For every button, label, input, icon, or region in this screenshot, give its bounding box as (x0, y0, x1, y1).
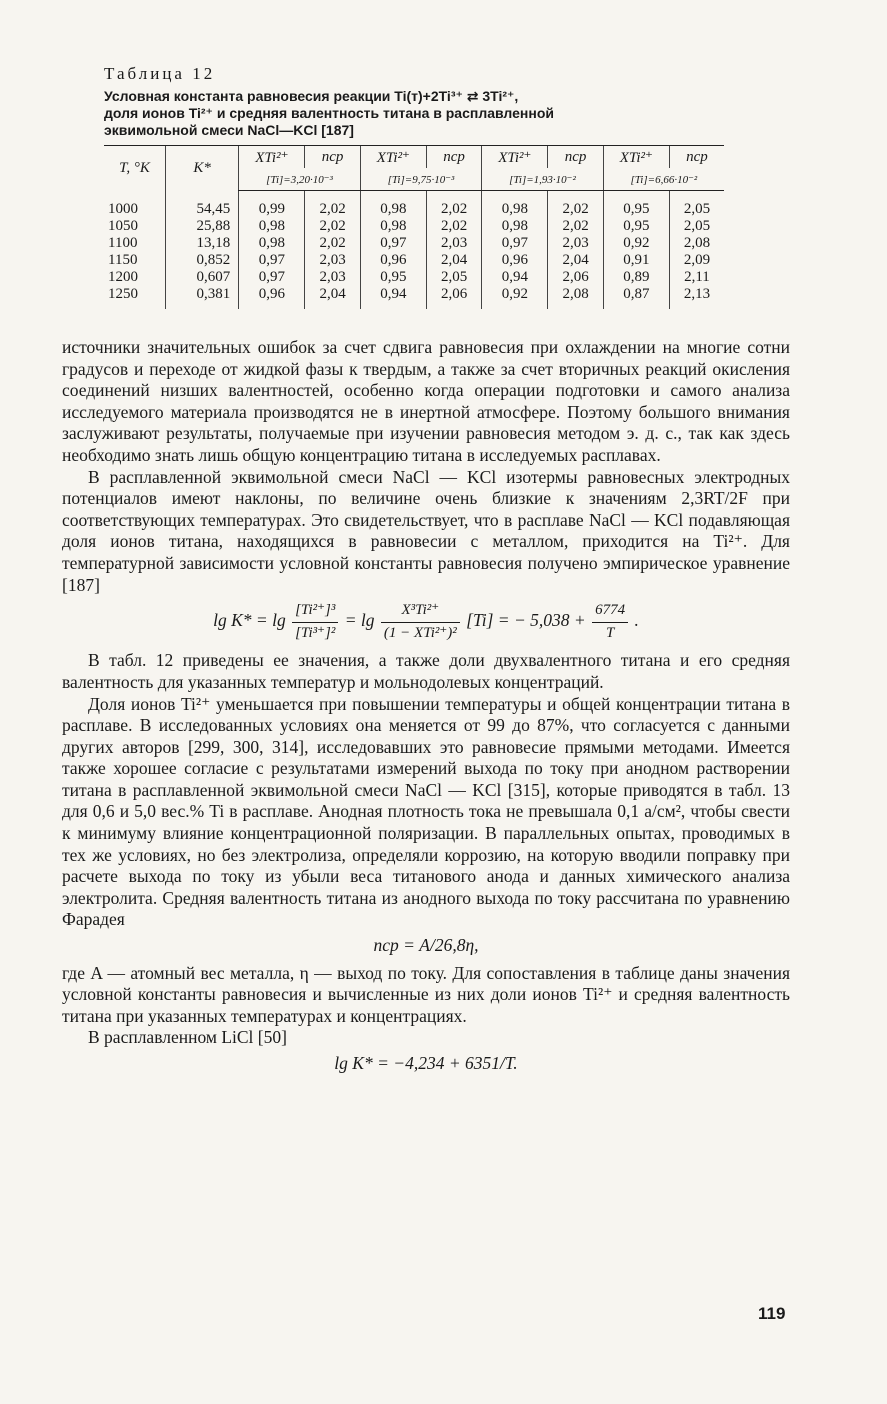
table-cell: 0,852 (165, 252, 238, 269)
page-number: 119 (758, 1304, 786, 1323)
table-cell: 0,96 (482, 252, 548, 269)
eq-fraction-1 (292, 600, 338, 644)
table-cell: 1000 (108, 200, 138, 217)
header-temperature: T, °K (104, 146, 165, 191)
paragraph-1: источники значительных ошибок за счет сдвига равновесия при охлаждении на многие сотни градусов и переходе от жидкой фазы к твердым, а также за счет вторичных реакций окисления соединений низших валентностей, особенно когда операции подготовки и самого анализа исследуемого материала производятся не в инертной атмосфере. Поэтому большого внимания заслуживают результаты, получаемые при изучении равновесия методом э. д. с., так как здесь необходимо знать лишь общую концентрацию титана в исследуемых расплавах. (62, 337, 790, 465)
table-cell: 2,04 (426, 252, 481, 269)
table-cell: 0,97 (239, 252, 305, 269)
table-cell: 1050 (108, 218, 138, 234)
table-cell: 0,99 (239, 191, 305, 219)
table-cell: 0,98 (360, 218, 426, 235)
header-conc-1: [Ti]=3,20·10⁻³ (239, 168, 360, 191)
eq-left: lg K* = lg (213, 610, 286, 631)
table-caption (104, 88, 744, 139)
paragraph-3: В табл. 12 приведены ее значения, а также доли двухвалентного титана и его средняя валентность для указанных температур и мольнодолевых концентраций. (62, 650, 790, 692)
table-cell: 2,03 (305, 269, 360, 286)
table-cell: 0,98 (360, 191, 426, 219)
licl-equation: lg K* = −4,234 + 6351/T. (334, 1053, 518, 1073)
table-cell: 2,06 (548, 269, 603, 286)
table-cell: 0,94 (482, 269, 548, 286)
table-cell: 2,11 (669, 269, 724, 286)
faraday-equation: nср = A/26,8η, (373, 935, 479, 956)
caption-line-1: Условная константа равновесия реакции Ti(т)+2Ti³⁺ ⇄ 3Ti²⁺, (104, 88, 519, 104)
table-row (104, 252, 724, 269)
header-n-3: nср (548, 146, 603, 169)
table-cell: 2,03 (305, 252, 360, 269)
eq-fraction-3 (592, 600, 628, 644)
table-cell: 2,04 (548, 252, 603, 269)
table-cell: 2,02 (305, 218, 360, 235)
table-cell: 0,98 (239, 235, 305, 252)
header-x-3: XTi²⁺ (482, 146, 548, 169)
paragraph-2: В расплавленной эквимольной смеси NaCl — KCl изотермы равновесных электродных потенциалов имеют наклоны, по величине очень близкие к значениям 2,3RT/2F при соответствующих температурах. Это свидетельствует, что в расплаве NaCl — KCl подавляющая доля ионов титана, находящихся в равновесии с металлом, приходится на Ti²⁺. Для температурной зависимости условной константы равновесия получено эмпирическое уравнение [187] (62, 466, 790, 595)
eq-right: [Ti] = − 5,038 + (466, 610, 586, 631)
table-cell: 0,95 (603, 191, 669, 219)
table-cell: 2,05 (426, 269, 481, 286)
table-cell: 0,97 (360, 235, 426, 252)
eq-end: . (634, 610, 639, 631)
table-cell: 0,97 (239, 269, 305, 286)
table-cell: 2,09 (669, 252, 724, 269)
equilibrium-equation (62, 600, 790, 644)
table-cell: 1100 (108, 235, 138, 251)
eq-den-3: T (605, 624, 615, 641)
eq-num-3: 6774 (592, 600, 628, 623)
eq-num-1: [Ti²⁺]³ (292, 600, 338, 623)
table-label: Таблица 12 (104, 64, 216, 83)
table-cell: 2,03 (426, 235, 481, 252)
header-conc-3: [Ti]=1,93·10⁻² (482, 168, 603, 191)
table-cell: 2,02 (426, 191, 481, 219)
header-x-4: XTi²⁺ (603, 146, 669, 169)
table-cell: 2,02 (548, 191, 603, 219)
header-constant: K* (165, 146, 238, 191)
paragraph-4: Доля ионов Ti²⁺ уменьшается при повышении температуры и общей концентрации титана в расплаве. В исследованных условиях она меняется от 99 до 87%, что согласуется с данными других авторов [299, 300, 314], исследовавших это равновесие прямыми методами. Имеется также хорошее согласие с результатами измерений выхода по току при анодном растворении титана в расплавленной эквимольной смеси NaCl — KCl [315], которые приводятся в табл. 13 для 0,6 и 5,0 вес.% Ti в расплаве. Анодная плотность тока не превышала 0,1 а/см², чтобы свести к минимуму влияние концентрационной поляризации. В параллельных опытах, проводимых в тех же условиях, но без электролиза, определяли коррозию, на которую вводили поправку при расчете выхода по току из убыли веса титанового анода и данных химического анализа электролита. Средняя валентность титана из анодного выхода по току рассчитана по уравнению Фарадея (62, 693, 790, 930)
header-n-1: nср (305, 146, 360, 169)
table-cell: 0,96 (360, 252, 426, 269)
table-cell: 0,92 (482, 286, 548, 309)
paragraph-6: В расплавленном LiCl [50] (88, 1027, 287, 1048)
book-page (62, 64, 790, 1081)
table-cell: 2,13 (669, 286, 724, 309)
header-x-1: XTi²⁺ (239, 146, 305, 169)
body-text (62, 337, 790, 1075)
table-cell: 0,95 (360, 269, 426, 286)
table-cell: 0,381 (165, 286, 238, 309)
table-cell: 2,03 (548, 235, 603, 252)
table-cell: 2,04 (305, 286, 360, 309)
table-row (104, 218, 724, 235)
table-cell: 0,607 (165, 269, 238, 286)
paragraph-5: где A — атомный вес металла, η — выход по току. Для сопоставления в таблице даны значения условной константы равновесия и вычисленные из них доли ионов Ti²⁺ и средняя валентность титана при указанных температурах и концентрациях. (62, 962, 790, 1026)
header-n-4: nср (669, 146, 724, 169)
header-n-2: nср (426, 146, 481, 169)
table-cell: 0,89 (603, 269, 669, 286)
table-cell: 2,05 (669, 218, 724, 235)
eq-num-2: X³Ti²⁺ (381, 600, 460, 623)
table-cell: 2,06 (426, 286, 481, 309)
table-row (104, 286, 724, 309)
header-conc-4: [Ti]=6,66·10⁻² (603, 168, 724, 191)
table-cell: 0,87 (603, 286, 669, 309)
caption-line-3: эквимольной смеси NaCl—KCl [187] (104, 122, 354, 138)
eq-den-2: (1 − XTi²⁺)² (383, 624, 457, 641)
table-cell: 0,96 (239, 286, 305, 309)
header-x-2: XTi²⁺ (360, 146, 426, 169)
table-row (104, 269, 724, 286)
table-cell: 2,02 (305, 191, 360, 219)
header-conc-2: [Ti]=9,75·10⁻³ (360, 168, 481, 191)
table-cell: 0,98 (482, 218, 548, 235)
table-row (104, 235, 724, 252)
table-cell: 25,88 (165, 218, 238, 235)
caption-line-2: доля ионов Ti²⁺ и средняя валентность титана в расплавленной (104, 105, 554, 121)
table-cell: 1150 (108, 252, 138, 268)
eq-fraction-2 (381, 600, 460, 644)
table-cell: 13,18 (165, 235, 238, 252)
table-cell: 0,98 (239, 218, 305, 235)
table-cell: 2,02 (426, 218, 481, 235)
table-cell: 1200 (108, 269, 138, 285)
table-cell: 0,98 (482, 191, 548, 219)
table-cell: 2,08 (669, 235, 724, 252)
table-cell: 2,02 (305, 235, 360, 252)
eq-den-1: [Ti³⁺]² (295, 624, 336, 641)
table-cell: 0,94 (360, 286, 426, 309)
table-cell: 54,45 (165, 191, 238, 219)
table-cell: 2,08 (548, 286, 603, 309)
table-cell: 0,91 (603, 252, 669, 269)
table-cell: 2,02 (548, 218, 603, 235)
eq-mid: = lg (344, 610, 375, 631)
table-cell: 2,05 (669, 191, 724, 219)
equilibrium-table (104, 145, 724, 309)
table-cell: 0,97 (482, 235, 548, 252)
table-cell: 0,92 (603, 235, 669, 252)
table-cell: 1250 (108, 286, 138, 302)
table-cell: 0,95 (603, 218, 669, 235)
table-row (104, 191, 724, 219)
